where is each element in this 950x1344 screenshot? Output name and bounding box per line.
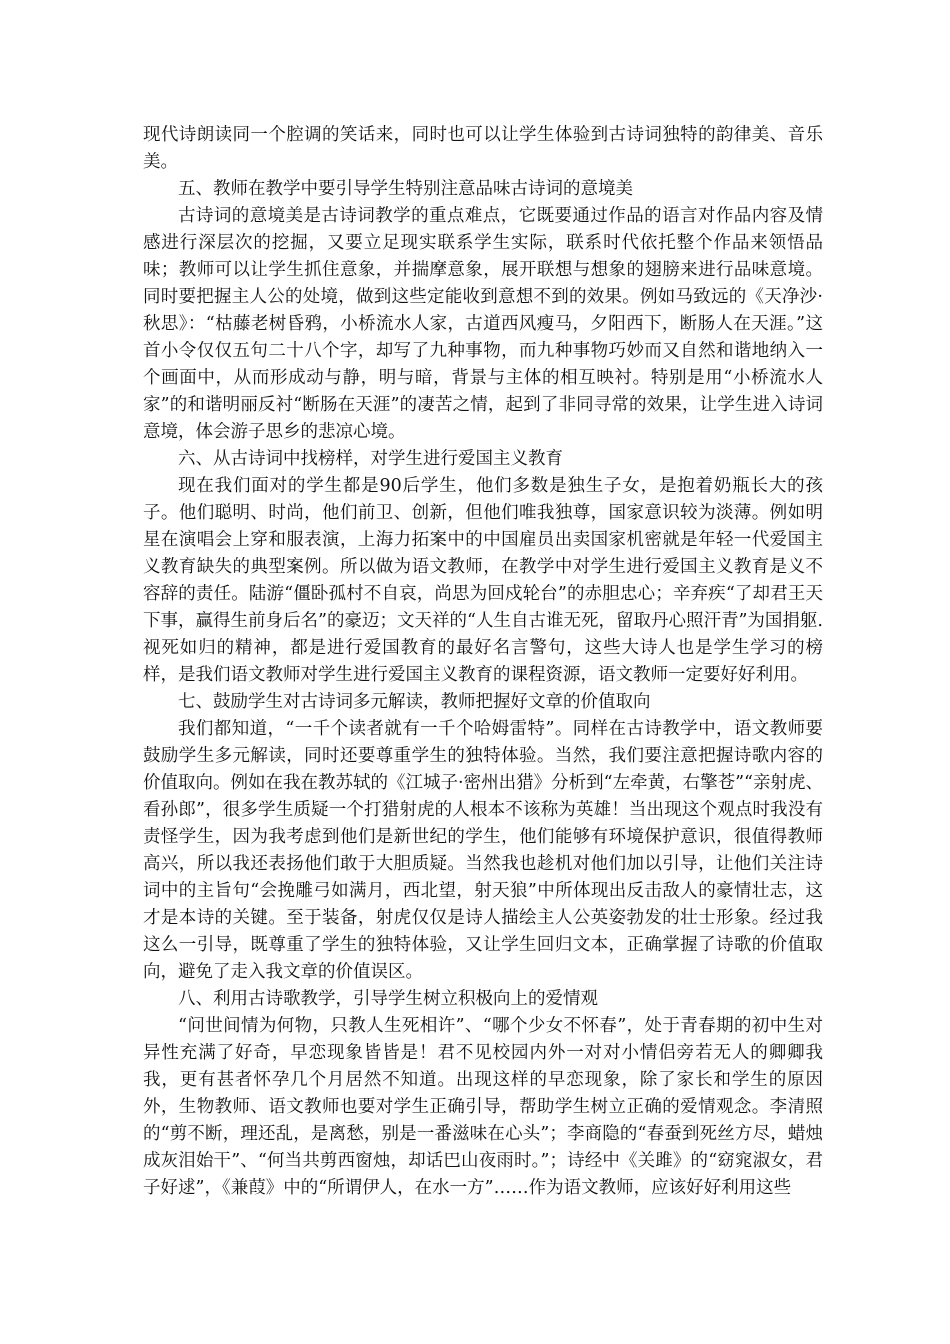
paragraph-section-8: “问世间情为何物，只教人生死相许”、“哪个少女不怀春”，处于青春期的初中生对异性充满了好奇，早恋现象皆皆是！君不见校园内外一对对小情侣旁若无人的卿卿我我，更有甚者怀孕几个月居然不知道。出现这样的早恋现象，除了家长和学生的原因外，生物教师、语文教师也要对学生正确引导，帮助学生树立正确的爱情观念。李清照的“剪不断，理还乱，是离愁，别是一番滋味在心头”；李商隐的“春蚕到死丝方尽，蜡烛成灰泪始干”、“何当共剪西窗烛，却话巴山夜雨时。”；诗经中《关雎》的“窈窕淑女，君子好逑”，《兼葭》中的“所谓伊人，在水一方”……作为语文教师，应该好好利用这些 — [143, 1016, 823, 1198]
section-heading-7: 七、鼓励学生对古诗词多元解读，教师把握好文章的价值取向 — [178, 692, 651, 712]
section-heading-6: 六、从古诗词中找榜样，对学生进行爱国主义教育 — [178, 449, 563, 469]
document-page — [143, 122, 823, 1202]
paragraph-section-6: 现在我们面对的学生都是90后学生，他们多数是独生子女，是抱着奶瓶长大的孩子。他们聪明、时尚，他们前卫、创新，但他们唯我独尊，国家意识较为淡薄。例如明星在演唱会上穿和服表演，上海力拓案中的中国雇员出卖国家机密就是年轻一代爱国主义教育缺失的典型案例。所以做为语文教师，在教学中对学生进行爱国主义教育是义不容辞的责任。陆游“僵卧孤村不自哀，尚思为回戍轮台”的赤胆忠心；辛弃疾“了却君王天下事，赢得生前身后名”的豪迈；文天祥的“人生自古谁无死，留取丹心照汗青”为国捐躯.视死如归的精神，都是进行爱国教育的最好名言警句，这些大诗人也是学生学习的榜样，是我们语文教师对学生进行爱国主义教育的课程资源，语文教师一定要好好利用。 — [143, 476, 823, 685]
paragraph-continuation: 现代诗朗读同一个腔调的笑话来，同时也可以让学生体验到古诗词独特的韵律美、音乐美。 — [143, 125, 823, 172]
section-heading-8: 八、利用古诗歌教学，引导学生树立积极向上的爱情观 — [178, 989, 598, 1009]
paragraph-section-7: 我们都知道，“一千个读者就有一千个哈姆雷特”。同样在古诗教学中，语文教师要鼓励学生多元解读，同时还要尊重学生的独特体验。当然，我们要注意把握诗歌内容的价值取向。例如在我在教苏轼的《江城子·密州出猎》分析到“左牵黄，右擎苍”“亲射虎、看孙郎”，很多学生质疑一个打猎射虎的人根本不该称为英雄！当出现这个观点时我没有责怪学生，因为我考虑到他们是新世纪的学生，他们能够有环境保护意识，很值得教师高兴，所以我还表扬他们敢于大胆质疑。当然我也趁机对他们加以引导，让他们关注诗词中的主旨句“会挽雕弓如满月，西北望，射天狼”中所体现出反击敌人的豪情壮志，这才是本诗的关键。至于装备，射虎仅仅是诗人描绘主人公英姿勃发的壮士形象。经过我这么一引导，既尊重了学生的独特体验，又让学生回归文本，正确掌握了诗歌的价值取向，避免了走入我文章的价值误区。 — [143, 719, 823, 982]
paragraph-section-5: 古诗词的意境美是古诗词教学的重点难点，它既要通过作品的语言对作品内容及情感进行深层次的挖掘，又要立足现实联系学生实际，联系时代依托整个作品来领悟品味；教师可以让学生抓住意象，并揣摩意象，展开联想与想象的翅膀来进行品味意境。同时要把握主人公的处境，做到这些定能收到意想不到的效果。例如马致远的《天净沙·秋思》：“枯藤老树昏鸦，小桥流水人家，古道西风瘦马，夕阳西下，断肠人在天涯。”这首小令仅仅五句二十八个字，却写了九种事物，而九种事物巧妙而又自然和谐地纳入一个画面中，从而形成动与静，明与暗，背景与主体的相互映衬。特别是用“小桥流水人家”的和谐明丽反衬“断肠在天涯”的凄苦之情，起到了非同寻常的效果，让学生进入诗词意境，体会游子思乡的悲凉心境。 — [143, 206, 823, 442]
section-heading-5: 五、教师在教学中要引导学生特别注意品味古诗词的意境美 — [178, 179, 633, 199]
